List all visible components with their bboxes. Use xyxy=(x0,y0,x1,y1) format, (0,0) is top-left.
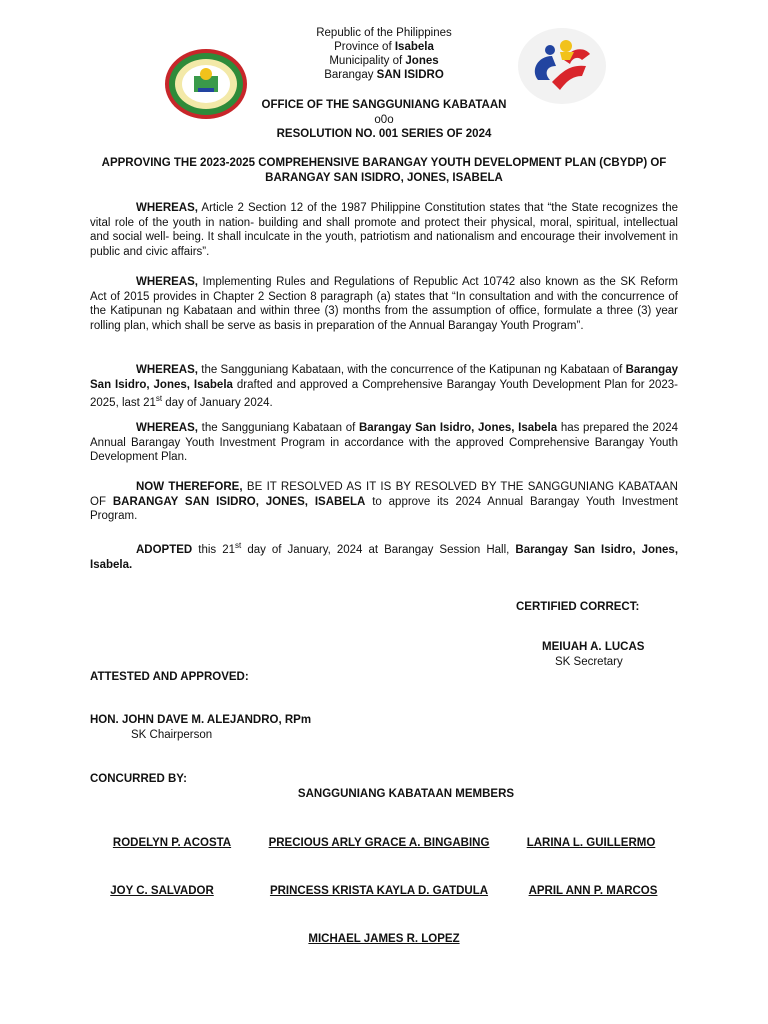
p5-bold: BARANGAY SAN ISIDRO, JONES, ISABELA xyxy=(112,495,366,508)
secretary-title: SK Secretary xyxy=(555,656,623,668)
p3-lead: WHEREAS, xyxy=(136,364,198,376)
header-barangay xyxy=(0,68,768,82)
p2-text: Implementing Rules and Regulations of Republic Act 10742 also known as the SK Reform Act of 2015 provides in Chapter 2 Section 8 paragraph (a) states that “In consultation and with the concurrence of the Katipunan ng Kabataan and within three (3) months from the assumption of office, formulate a three (3) year rolling plan, which shall be serve as basis in preparation of the Annual Barangay Youth Program”. xyxy=(90,276,678,333)
secretary-name: MEIUAH A. LUCAS xyxy=(542,641,645,653)
member-name: APRIL ANN P. MARCOS xyxy=(528,885,658,897)
p3-sup: st xyxy=(155,394,163,404)
chairperson-title: SK Chairperson xyxy=(131,729,213,741)
separator: o0o xyxy=(374,114,394,126)
office-title: OFFICE OF THE SANGGUNIANG KABATAAN xyxy=(261,99,507,111)
p6-lead: ADOPTED xyxy=(136,543,193,556)
p3-text2: drafted and approved a Comprehensive Barangay Youth Development Plan for 2023-2025, last 21 xyxy=(90,378,678,410)
p6-text2: day of January, 2024 at Barangay Session Hall, xyxy=(241,543,516,556)
p6-text1: this 21 xyxy=(192,543,236,556)
header-province-prefix: Province of xyxy=(334,41,395,53)
header-municipality xyxy=(0,54,768,68)
whereas-paragraph-1 xyxy=(90,201,678,260)
p4-text1: the Sangguniang Kabataan of xyxy=(197,422,359,434)
member-name: RODELYN P. ACOSTA xyxy=(112,837,232,849)
members-heading: SANGGUNIANG KABATAAN MEMBERS xyxy=(297,788,515,800)
p6-sup: st xyxy=(235,541,242,550)
whereas-paragraph-2 xyxy=(90,275,678,334)
attested-approved-label: ATTESTED AND APPROVED: xyxy=(90,671,249,683)
resolution-number: RESOLUTION NO. 001 SERIES OF 2024 xyxy=(276,128,492,140)
p4-bold: Barangay San Isidro, Jones, Isabela xyxy=(358,422,558,434)
member-name: PRINCESS KRISTA KAYLA D. GATDULA xyxy=(269,885,489,897)
header-municipality-name: Jones xyxy=(405,55,439,67)
resolution-title xyxy=(90,156,678,186)
p2-lead: WHEREAS, xyxy=(136,276,198,288)
member-name: JOY C. SALVADOR xyxy=(110,885,214,897)
adopted-paragraph xyxy=(90,539,678,572)
member-name: MICHAEL JAMES R. LOPEZ xyxy=(308,933,460,945)
p4-text2: has prepared the 2024 Annual Barangay Youth Investment Program in accordance with the approved Comprehensive Barangay Youth Development Plan. xyxy=(90,422,678,464)
p6-bold: Barangay San Isidro, Jones, Isabela. xyxy=(90,543,679,571)
p3-text3: day of January 2024. xyxy=(162,397,273,410)
certified-correct-label: CERTIFIED CORRECT: xyxy=(516,601,640,613)
whereas-paragraph-4 xyxy=(90,421,678,465)
p1-lead: WHEREAS, xyxy=(136,202,198,214)
header-municipality-prefix: Municipality of xyxy=(329,55,406,67)
now-therefore-paragraph xyxy=(90,480,678,524)
p3-bold: Barangay San Isidro, Jones, Isabela xyxy=(90,364,678,391)
header-barangay-name: SAN ISIDRO xyxy=(376,69,444,81)
p1-text: Article 2 Section 12 of the 1987 Philippine Constitution states that “the State recognizes the vital role of the youth in nation- building and shall promote and protect their physical, moral, spiritual, intellectual and social well- being. It shall inculcate in the youth, patriotism and nationalism and encourage their involvement in public and civic affairs”. xyxy=(90,202,678,259)
header-barangay-prefix: Barangay xyxy=(324,69,377,81)
p4-lead: WHEREAS, xyxy=(136,422,198,434)
p5-lead: NOW THEREFORE, xyxy=(136,481,243,493)
p5-text1: BE IT RESOLVED AS IT IS BY RESOLVED BY THE SANGGUNIANG KABATAAN OF xyxy=(90,481,678,508)
chairperson-name: HON. JOHN DAVE M. ALEJANDRO, RPm xyxy=(90,714,312,726)
header-republic: Republic of the Philippines xyxy=(316,27,452,39)
header-province xyxy=(0,40,768,54)
p3-text1: the Sangguniang Kabataan, with the concurrence of the Katipunan ng Kabataan of xyxy=(197,364,626,376)
member-name: PRECIOUS ARLY GRACE A. BINGABING xyxy=(268,837,490,849)
resolution-title-line1: APPROVING THE 2023-2025 COMPREHENSIVE BARANGAY YOUTH DEVELOPMENT PLAN (CBYDP) OF xyxy=(101,157,667,169)
member-name: LARINA L. GUILLERMO xyxy=(526,837,656,849)
p5-text2: to approve its 2024 Annual Barangay Youth Investment Program. xyxy=(90,495,679,523)
resolution-title-line2: BARANGAY SAN ISIDRO, JONES, ISABELA xyxy=(265,172,503,184)
header-province-name: Isabela xyxy=(394,41,434,53)
concurred-by-label: CONCURRED BY: xyxy=(90,773,187,785)
whereas-paragraph-3 xyxy=(90,363,678,411)
